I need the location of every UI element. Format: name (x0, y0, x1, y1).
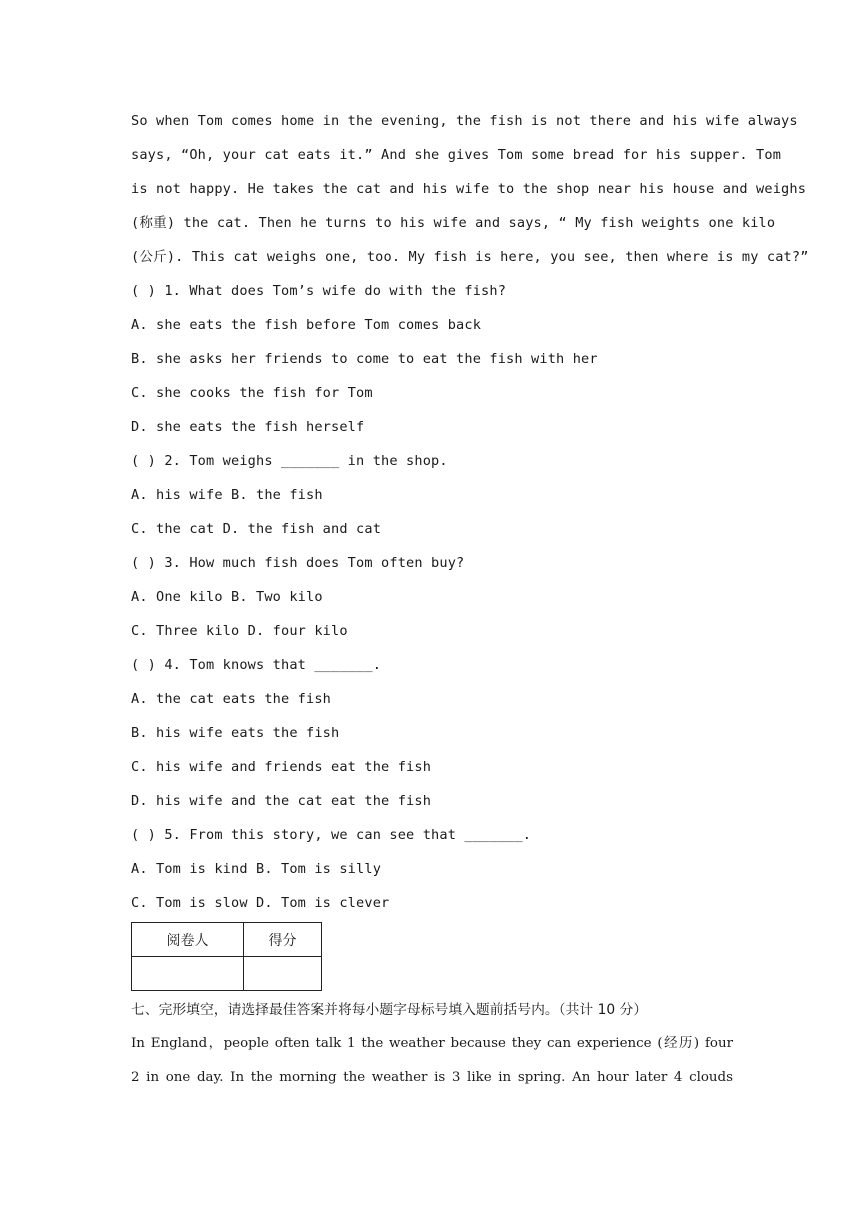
score-header: 得分 (244, 923, 322, 957)
passage-line: is not happy. He takes the cat and his wife to the shop near his house and weighs (131, 181, 807, 197)
option-line: D. she eats the fish herself (131, 419, 365, 435)
option-line: A. the cat eats the fish (131, 691, 332, 707)
option-line: A. his wife B. the fish (131, 487, 323, 503)
section-7-heading: 七、完形填空，请选择最佳答案并将每小题字母标号填入题前括号内。（共计 10 分） (131, 1002, 648, 1018)
document-page (131, 104, 809, 1095)
option-line: D. his wife and the cat eat the fish (131, 793, 432, 809)
reviewer-cell (132, 957, 244, 991)
reviewer-header: 阅卷人 (132, 923, 244, 957)
passage-line: says, “Oh, your cat eats it.” And she gives Tom some bread for his supper. Tom (131, 147, 782, 163)
passage-line: So when Tom comes home in the evening, the fish is not there and his wife always (131, 113, 798, 129)
cloze-line: In England，people often talk 1 the weather because they can experience (经历) four (131, 1036, 733, 1051)
option-line: A. Tom is kind B. Tom is silly (131, 861, 382, 877)
option-line: A. she eats the fish before Tom comes back (131, 317, 482, 333)
question-1: ( ) 1. What does Tom’s wife do with the fish? (131, 283, 507, 299)
reading-passage (131, 104, 809, 274)
option-line: A. One kilo B. Two kilo (131, 589, 323, 605)
option-line: B. his wife eats the fish (131, 725, 340, 741)
score-table (131, 922, 322, 991)
option-line: C. his wife and friends eat the fish (131, 759, 432, 775)
question-3: ( ) 3. How much fish does Tom often buy? (131, 555, 465, 571)
cloze-passage (131, 1027, 733, 1095)
question-list (131, 274, 733, 920)
question-4: ( ) 4. Tom knows that _______. (131, 657, 382, 673)
passage-line: (公斤). This cat weighs one, too. My fish is here, you see, then where is my cat?” (131, 249, 809, 265)
passage-line: (称重) the cat. Then he turns to his wife and says, “ My fish weights one kilo (131, 215, 776, 231)
option-line: C. Three kilo D. four kilo (131, 623, 348, 639)
question-5: ( ) 5. From this story, we can see that _______. (131, 827, 532, 843)
option-line: C. the cat D. the fish and cat (131, 521, 382, 537)
option-line: B. she asks her friends to come to eat the fish with her (131, 351, 598, 367)
option-line: C. she cooks the fish for Tom (131, 385, 373, 401)
option-line: C. Tom is slow D. Tom is clever (131, 895, 390, 911)
score-cell (244, 957, 322, 991)
cloze-line: 2 in one day. In the morning the weather is 3 like in spring. An hour later 4 clouds (131, 1070, 733, 1085)
question-2: ( ) 2. Tom weighs _______ in the shop. (131, 453, 448, 469)
